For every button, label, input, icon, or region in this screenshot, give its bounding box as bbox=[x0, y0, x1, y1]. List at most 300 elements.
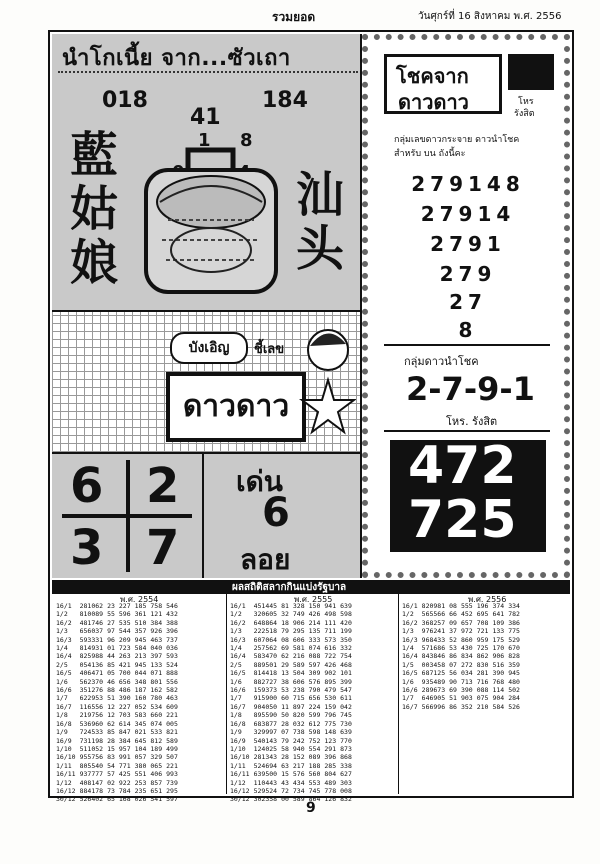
table-cell: 873 bbox=[340, 744, 352, 753]
table-cell: 657 bbox=[460, 618, 473, 627]
table-cell: 16/12 bbox=[230, 786, 250, 795]
table-row bbox=[228, 787, 354, 795]
table-cell: 368257 bbox=[421, 618, 446, 627]
table-cell: 026 bbox=[134, 795, 147, 804]
table-cell: 598 bbox=[340, 610, 352, 619]
den-label: เด่น bbox=[236, 465, 283, 498]
table-row bbox=[54, 795, 180, 803]
table-cell: 07 bbox=[449, 660, 457, 669]
pyramid-row: 8 bbox=[458, 318, 478, 342]
table-row bbox=[54, 602, 180, 610]
table-cell: 90 bbox=[449, 677, 457, 686]
table-cell: 83 bbox=[107, 753, 115, 762]
table-cell: 716 bbox=[476, 677, 489, 686]
table-cell: 272 bbox=[460, 660, 473, 669]
table-cell: 884178 bbox=[79, 786, 104, 795]
table-cell: 02 bbox=[107, 778, 115, 787]
table-cell: 972 bbox=[460, 627, 473, 636]
table-cell: 328 bbox=[292, 602, 305, 610]
issue-date: วันศุกร์ที่ 16 สิงหาคม พ.ศ. 2556 bbox=[418, 11, 562, 22]
table-row bbox=[54, 770, 180, 778]
table-cell: 904 bbox=[492, 694, 505, 703]
table-cell: 227 bbox=[118, 702, 131, 711]
table-cell: 338 bbox=[340, 761, 352, 770]
table-row bbox=[228, 610, 354, 618]
table-cell: 524 bbox=[166, 660, 178, 669]
table-cell: 51 bbox=[107, 694, 115, 703]
table-cell: 597 bbox=[308, 660, 321, 669]
table-cell: 044 bbox=[134, 669, 147, 678]
table-cell: 1/11 bbox=[56, 761, 72, 770]
table-cell: 188 bbox=[308, 761, 321, 770]
table-cell: 384 bbox=[150, 618, 163, 627]
table-row bbox=[54, 728, 180, 736]
table-cell: 906 bbox=[292, 618, 305, 627]
table-cell: 054136 bbox=[79, 660, 104, 669]
table-cell: 334 bbox=[508, 602, 520, 610]
table-cell: 56 bbox=[449, 669, 457, 678]
lottery-table-2554 bbox=[54, 602, 180, 804]
table-cell: 660 bbox=[150, 711, 163, 720]
table-cell: 32 bbox=[281, 610, 289, 619]
money-bag-illustration bbox=[138, 140, 288, 300]
table-cell: 18 bbox=[281, 618, 289, 627]
table-cell: 648864 bbox=[253, 618, 278, 627]
table-cell: 209 bbox=[118, 635, 131, 644]
table-cell: 1/11 bbox=[230, 761, 246, 770]
grid-digit: 3 bbox=[70, 520, 104, 576]
table-cell: 895 bbox=[324, 677, 337, 686]
divider bbox=[384, 344, 550, 346]
table-cell: 16/6 bbox=[56, 686, 72, 695]
table-cell: 28 bbox=[281, 753, 289, 762]
table-cell: 63 bbox=[281, 761, 289, 770]
table-cell: 606 bbox=[292, 635, 305, 644]
table-cell: 1/4 bbox=[402, 644, 414, 653]
table-cell: 66 bbox=[449, 610, 457, 619]
table-cell: 16/3 bbox=[230, 635, 246, 644]
table-cell: 036 bbox=[166, 644, 178, 653]
table-cell: 534 bbox=[150, 702, 163, 711]
table-cell: 1/2 bbox=[56, 610, 68, 619]
table-cell: 745 bbox=[340, 711, 352, 720]
table-cell: 821 bbox=[166, 728, 178, 737]
table-cell: 53 bbox=[449, 644, 457, 653]
table-cell: 796 bbox=[324, 711, 337, 720]
table-cell: 695 bbox=[476, 610, 489, 619]
table-cell: 109 bbox=[492, 618, 505, 627]
table-row bbox=[54, 678, 180, 686]
grid-digit: 6 bbox=[70, 458, 104, 514]
chinese-char: 娘 bbox=[70, 235, 119, 291]
table-cell: 895590 bbox=[253, 711, 278, 720]
table-cell: 1/6 bbox=[56, 677, 68, 686]
table-cell: 553 bbox=[308, 778, 321, 787]
table-cell: 889501 bbox=[253, 660, 278, 669]
table-cell: 357 bbox=[134, 627, 147, 636]
table-cell: 16/10 bbox=[56, 753, 76, 762]
table-cell: 535 bbox=[118, 618, 131, 627]
table-cell: 730 bbox=[340, 719, 352, 728]
table-row bbox=[400, 619, 522, 627]
table-cell: 882727 bbox=[253, 677, 278, 686]
table-cell: 627 bbox=[340, 770, 352, 779]
table-cell: 926 bbox=[150, 627, 163, 636]
table-cell: 16/7 bbox=[56, 702, 72, 711]
table-row bbox=[228, 661, 354, 669]
table-cell: 13 bbox=[281, 669, 289, 678]
chinese-text-left bbox=[70, 128, 130, 290]
table-cell: 1/2 bbox=[402, 610, 414, 619]
table-cell: 940 bbox=[292, 744, 305, 753]
table-cell: 825988 bbox=[79, 652, 104, 661]
table-cell: 489 bbox=[324, 778, 337, 787]
table-sep bbox=[226, 594, 227, 794]
table-cell: 670 bbox=[508, 644, 520, 653]
table-cell: 406471 bbox=[79, 669, 104, 678]
table-cell: 302358 bbox=[253, 795, 278, 804]
den-digit: 6 bbox=[262, 490, 290, 536]
table-cell: 361 bbox=[134, 610, 147, 619]
table-cell: 221 bbox=[166, 711, 178, 720]
table-cell: 715 bbox=[292, 694, 305, 703]
table-cell: 731198 bbox=[79, 736, 104, 745]
table-cell: 906 bbox=[492, 652, 505, 661]
table-cell: 723 bbox=[118, 644, 131, 653]
table-cell: 50 bbox=[281, 711, 289, 720]
table-cell: 583470 bbox=[253, 652, 278, 661]
table-cell: 480 bbox=[508, 677, 520, 686]
number-184: 184 bbox=[262, 88, 308, 113]
right-tel-2: รังสิต bbox=[514, 109, 535, 119]
table-cell: 110443 bbox=[253, 778, 278, 787]
table-cell: 645 bbox=[134, 736, 147, 745]
table-cell: 152 bbox=[292, 753, 305, 762]
table-row bbox=[400, 636, 522, 644]
table-cell: 284 bbox=[508, 694, 520, 703]
table-cell: 1/10 bbox=[230, 744, 246, 753]
table-cell: 01 bbox=[107, 644, 115, 653]
table-cell: 72 bbox=[281, 786, 289, 795]
table-cell: 170 bbox=[492, 644, 505, 653]
table-sep bbox=[398, 594, 399, 794]
table-cell: 034 bbox=[460, 669, 473, 678]
table-cell: 941 bbox=[324, 602, 337, 610]
table-cell: 510 bbox=[134, 618, 147, 627]
table-cell: 976241 bbox=[421, 627, 446, 636]
table-cell: 116556 bbox=[79, 702, 104, 711]
table-cell: 16/9 bbox=[230, 736, 246, 745]
table-cell: 390 bbox=[460, 686, 473, 695]
chinese-char: 姑 bbox=[70, 181, 119, 237]
table-cell: 213 bbox=[134, 652, 147, 661]
table-cell: 162 bbox=[150, 686, 163, 695]
table-cell: 502 bbox=[508, 686, 520, 695]
table-cell: 12 bbox=[107, 702, 115, 711]
group-label: กลุ่มดาวนำโชค bbox=[404, 355, 479, 368]
table-cell: 573 bbox=[324, 635, 337, 644]
table-cell: 641 bbox=[492, 610, 505, 619]
page-number: 9 bbox=[306, 800, 316, 816]
table-cell: 16/1 bbox=[402, 602, 418, 610]
table-cell: 16/5 bbox=[402, 669, 418, 678]
table-cell: 227 bbox=[118, 602, 131, 610]
table-cell: 957 bbox=[118, 744, 131, 753]
table-cell: 62 bbox=[107, 719, 115, 728]
table-cell: 778 bbox=[324, 786, 337, 795]
table-cell: 81 bbox=[281, 602, 289, 610]
table-cell: 224 bbox=[308, 702, 321, 711]
table-cell: 008 bbox=[340, 786, 352, 795]
table-cell: 406 bbox=[150, 770, 163, 779]
table-cell: 12 bbox=[107, 711, 115, 720]
loi-label: ลอย bbox=[240, 543, 291, 576]
table-cell: 390 bbox=[492, 669, 505, 678]
table-cell: 088 bbox=[308, 652, 321, 661]
table-cell: 386 bbox=[508, 618, 520, 627]
table-cell: 85 bbox=[107, 660, 115, 669]
table-cell: 430 bbox=[460, 644, 473, 653]
table-cell: 390 bbox=[118, 694, 131, 703]
table-cell: 434 bbox=[292, 778, 305, 787]
table-cell: 88 bbox=[107, 686, 115, 695]
table-row bbox=[400, 627, 522, 635]
table-cell: 593 bbox=[166, 652, 178, 661]
pyramid-row: 279148 bbox=[411, 172, 525, 196]
table-cell: 28 bbox=[281, 719, 289, 728]
table-cell: 584 bbox=[492, 702, 505, 711]
table-row bbox=[400, 703, 522, 711]
table-cell: 745 bbox=[308, 786, 321, 795]
table-cell: 69 bbox=[449, 686, 457, 695]
table-row bbox=[228, 728, 354, 736]
number-41: 41 bbox=[190, 105, 221, 130]
table-cell: 529 bbox=[508, 635, 520, 644]
group-value: 2-7-9-1 bbox=[406, 370, 535, 408]
table-cell: 396 bbox=[324, 753, 337, 762]
table-cell: 801 bbox=[150, 677, 163, 686]
table-cell: 734 bbox=[292, 786, 305, 795]
promo-badge-2: ชี้เลข bbox=[254, 342, 285, 357]
big-number-2: 725 bbox=[408, 490, 517, 550]
divider bbox=[384, 430, 550, 432]
table-cell: 959 bbox=[476, 635, 489, 644]
table-cell: 065 bbox=[150, 761, 163, 770]
table-cell: 126 bbox=[324, 795, 337, 804]
table-cell: 86 bbox=[449, 702, 457, 711]
table-cell: 133 bbox=[492, 627, 505, 636]
table-cell: 593331 bbox=[79, 635, 104, 644]
table-cell: 54 bbox=[107, 761, 115, 770]
table-cell: 581 bbox=[292, 644, 305, 653]
table-cell: 175 bbox=[492, 635, 505, 644]
table-cell: 589 bbox=[292, 795, 305, 804]
table-cell: 639500 bbox=[253, 770, 278, 779]
table-cell: 582 bbox=[166, 686, 178, 695]
table-cell: 16/2 bbox=[230, 618, 246, 627]
table-cell: 614 bbox=[118, 719, 131, 728]
table-year-2556: พ.ศ. 2556 bbox=[468, 595, 507, 604]
table-cell: 790 bbox=[308, 686, 321, 695]
table-row bbox=[228, 669, 354, 677]
table-cell: 303 bbox=[340, 778, 352, 787]
table-cell: 738 bbox=[292, 728, 305, 737]
table-cell: 52 bbox=[449, 635, 457, 644]
table-cell: 124025 bbox=[253, 744, 278, 753]
table-cell: 088 bbox=[476, 686, 489, 695]
table-cell: 598 bbox=[308, 728, 321, 737]
table-cell: 16/8 bbox=[56, 719, 72, 728]
table-row bbox=[228, 711, 354, 719]
table-cell: 526 bbox=[508, 702, 520, 711]
table-cell: 711 bbox=[324, 627, 337, 636]
right-caption-1: กลุ่มเลขดาวกระจาย ดาวนำโชค bbox=[394, 135, 520, 145]
table-cell: 596 bbox=[118, 610, 131, 619]
table-cell: 114 bbox=[492, 686, 505, 695]
table-cell: 16/4 bbox=[230, 652, 246, 661]
table-row bbox=[54, 661, 180, 669]
table-cell: 820 bbox=[292, 711, 305, 720]
table-cell: 46 bbox=[107, 677, 115, 686]
table-cell: 847 bbox=[118, 728, 131, 737]
table-cell: 754 bbox=[340, 652, 352, 661]
table-cell: 606 bbox=[292, 677, 305, 686]
table-cell: 1/12 bbox=[230, 778, 246, 787]
table-cell: 814931 bbox=[79, 644, 104, 653]
table-cell: 1/8 bbox=[230, 711, 242, 720]
table-cell: 507 bbox=[166, 753, 178, 762]
table-cell: 08 bbox=[449, 602, 457, 610]
table-cell: 216 bbox=[292, 652, 305, 661]
table-cell: 210 bbox=[476, 702, 489, 711]
table-cell: 329997 bbox=[253, 728, 278, 737]
table-cell: 529524 bbox=[253, 786, 278, 795]
table-cell: 09 bbox=[449, 618, 457, 627]
table-cell: 97 bbox=[107, 627, 115, 636]
table-cell: 15 bbox=[281, 770, 289, 779]
table-cell: 150 bbox=[308, 602, 321, 610]
table-cell: 639 bbox=[340, 728, 352, 737]
table-cell: 597 bbox=[166, 795, 178, 804]
table-cell: 903 bbox=[460, 694, 473, 703]
table-row bbox=[228, 770, 354, 778]
table-row bbox=[228, 703, 354, 711]
table-cell: 074 bbox=[150, 719, 163, 728]
table-cell: 897 bbox=[292, 702, 305, 711]
table-cell: 828 bbox=[508, 652, 520, 661]
table-cell: 235 bbox=[134, 786, 147, 795]
table-cell: 38 bbox=[281, 677, 289, 686]
table-cell: 238 bbox=[292, 686, 305, 695]
number-018: 018 bbox=[102, 88, 148, 113]
table-cell: 770 bbox=[340, 736, 352, 745]
table-cell: 042 bbox=[340, 702, 352, 711]
table-cell: 1/10 bbox=[56, 744, 72, 753]
table-cell: 16/11 bbox=[56, 770, 76, 779]
table-cell: 57 bbox=[107, 770, 115, 779]
table-cell: 722 bbox=[324, 652, 337, 661]
table-cell: 11 bbox=[281, 702, 289, 711]
table-cell: 554 bbox=[308, 744, 321, 753]
table-cell: 814418 bbox=[253, 669, 278, 678]
table-cell: 1/12 bbox=[56, 778, 72, 787]
table-cell: 780 bbox=[150, 694, 163, 703]
table-cell: 16/5 bbox=[230, 669, 246, 678]
table-cell: 60 bbox=[281, 694, 289, 703]
lottery-table-2555 bbox=[228, 602, 354, 804]
table-cell: 257562 bbox=[253, 644, 278, 653]
table-cell: 498 bbox=[324, 610, 337, 619]
table-row bbox=[54, 745, 180, 753]
table-cell: 656 bbox=[308, 694, 321, 703]
table-cell: 1/4 bbox=[230, 644, 242, 653]
panel-title: นำโกเนี้ย จาก...ซัวเถา bbox=[62, 46, 291, 71]
table-cell: 708 bbox=[476, 618, 489, 627]
table-cell: 546 bbox=[166, 602, 178, 610]
table-cell: 426 bbox=[324, 660, 337, 669]
brand-header: รวมยอด bbox=[272, 10, 316, 24]
table-row bbox=[54, 779, 180, 787]
table-cell: 408147 bbox=[79, 778, 104, 787]
table-cell: 902 bbox=[324, 669, 337, 678]
table-cell: 576 bbox=[292, 770, 305, 779]
table-cell: 771 bbox=[118, 761, 131, 770]
table-cell: 021 bbox=[134, 728, 147, 737]
right-caption-2: สำหรับ บน ถังนี้คะ bbox=[394, 149, 466, 159]
table-cell: 040 bbox=[150, 644, 163, 653]
table-cell: 16/6 bbox=[402, 686, 418, 695]
table-cell: 16/5 bbox=[56, 669, 72, 678]
table-cell: 242 bbox=[292, 736, 305, 745]
table-cell: 420 bbox=[340, 618, 352, 627]
table-cell: 481746 bbox=[79, 618, 104, 627]
table-cell: 1/6 bbox=[402, 677, 414, 686]
cartoon-character-icon bbox=[298, 320, 356, 440]
table-row bbox=[228, 745, 354, 753]
table-cell: 864 bbox=[308, 795, 321, 804]
table-cell: 463 bbox=[166, 694, 178, 703]
table-cell: 189 bbox=[150, 744, 163, 753]
table-row bbox=[54, 694, 180, 702]
table-cell: 451445 bbox=[253, 602, 278, 610]
table-cell: 374 bbox=[492, 602, 505, 610]
table-cell: 332 bbox=[340, 644, 352, 653]
table-cell: 611 bbox=[340, 694, 352, 703]
table-row bbox=[400, 652, 522, 660]
table-cell: 16/3 bbox=[402, 635, 418, 644]
table-cell: 003458 bbox=[421, 660, 446, 669]
table-cell: 609 bbox=[166, 702, 178, 711]
table-cell: 843846 bbox=[421, 652, 446, 661]
table-cell: 121 bbox=[150, 610, 163, 619]
table-cell: 79 bbox=[281, 627, 289, 636]
table-cell: 16/9 bbox=[56, 736, 72, 745]
table-cell: 2/5 bbox=[56, 660, 68, 669]
table-cell: 713 bbox=[460, 677, 473, 686]
table-cell: 86 bbox=[449, 652, 457, 661]
table-cell: 616 bbox=[324, 644, 337, 653]
table-cell: 345 bbox=[134, 719, 147, 728]
table-cell: 350 bbox=[340, 635, 352, 644]
table-row bbox=[54, 703, 180, 711]
table-cell: 168 bbox=[118, 795, 131, 804]
table-row bbox=[54, 753, 180, 761]
table-cell: 348 bbox=[134, 677, 147, 686]
table-cell: 622953 bbox=[79, 694, 104, 703]
table-cell: 784 bbox=[118, 786, 131, 795]
table-cell: 804 bbox=[324, 770, 337, 779]
table-cell: 945 bbox=[134, 635, 147, 644]
